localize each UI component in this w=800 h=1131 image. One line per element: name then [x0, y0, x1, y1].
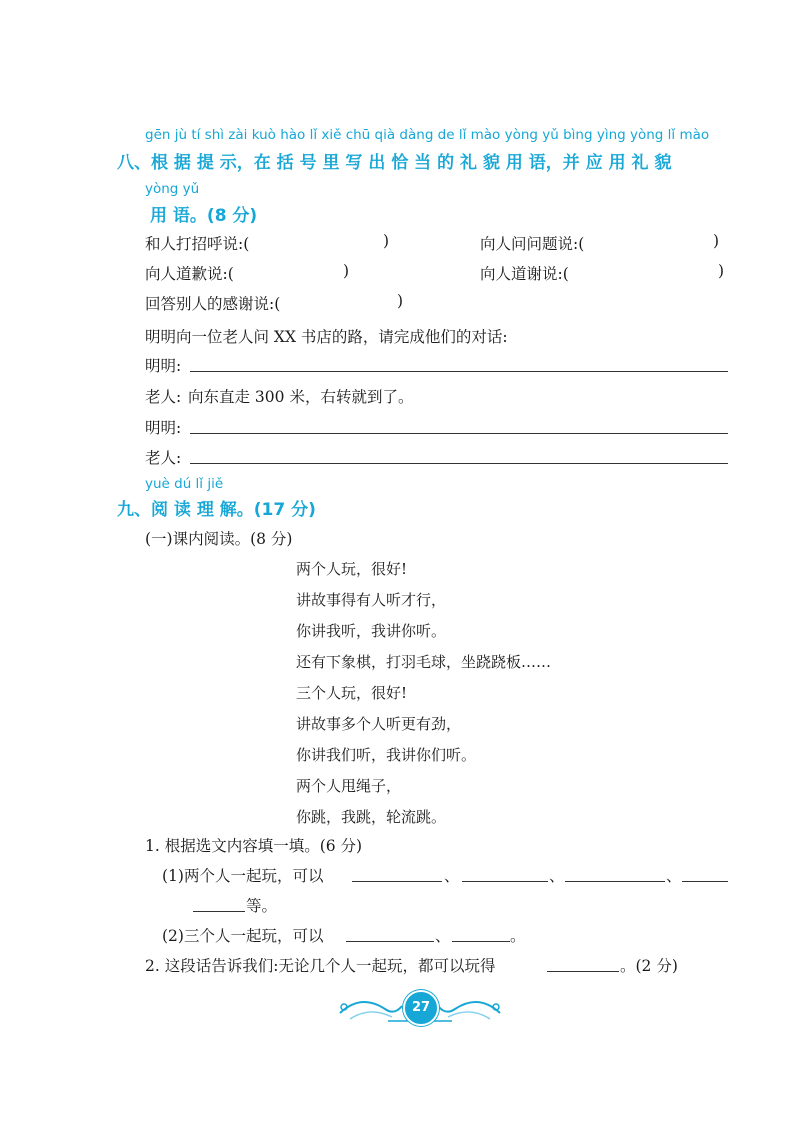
- poem-line: 三个人玩，很好!: [296, 684, 408, 702]
- thanks-label: 向人道谢说:(: [480, 265, 569, 283]
- question-2-end: 。(2 分): [620, 957, 678, 975]
- poem-line: 讲故事得有人听才行，: [296, 591, 447, 609]
- greet-close-paren: ): [383, 232, 390, 250]
- separator: 、: [549, 867, 565, 885]
- answer-blank[interactable]: [682, 881, 728, 882]
- question-1-2-end: 。: [510, 927, 526, 945]
- poem-line: 两个人玩，很好!: [296, 560, 408, 578]
- answer-blank[interactable]: [462, 881, 548, 882]
- answer-blank[interactable]: [565, 881, 665, 882]
- poem-line: 你讲我们听，我讲你们听。: [296, 746, 477, 764]
- dialog-answer-line[interactable]: [190, 371, 728, 372]
- answer-blank[interactable]: [352, 881, 442, 882]
- dialog-intro: 明明向一位老人问 XX 书店的路，请完成他们的对话:: [145, 328, 508, 346]
- greet-label: 和人打招呼说:(: [145, 235, 250, 253]
- dialog-speaker: 明明:: [145, 357, 182, 375]
- dialog-text: 向东直走 300 米，右转就到了。: [188, 388, 414, 406]
- section8-pinyin-line1: gēn jù tí shì zài kuò hào lǐ xiě chū qià dàng de lǐ mào yòng yǔ bìng yìng yòng lǐ mào: [145, 127, 710, 143]
- ask-label: 向人问问题说:(: [480, 235, 585, 253]
- page-number: 27: [403, 990, 439, 1026]
- reply-label: 回答别人的感谢说:(: [145, 295, 281, 313]
- ask-close-paren: ): [713, 232, 720, 250]
- page-number-ornament: [330, 985, 510, 1029]
- section8-pinyin-line2: yòng yǔ: [145, 181, 200, 197]
- answer-blank[interactable]: [452, 941, 510, 942]
- reply-close-paren: ): [397, 292, 404, 310]
- separator: 、: [666, 867, 682, 885]
- dialog-answer-line[interactable]: [190, 433, 728, 434]
- answer-blank[interactable]: [346, 941, 434, 942]
- dialog-speaker: 明明:: [145, 419, 182, 437]
- poem-line: 还有下象棋，打羽毛球，坐跷跷板……: [296, 653, 552, 671]
- separator: 、: [444, 867, 460, 885]
- answer-blank[interactable]: [193, 911, 245, 912]
- question-1: 1. 根据选文内容填一填。(6 分): [145, 837, 363, 855]
- section9-pinyin: yuè dú lǐ jiě: [145, 476, 224, 492]
- section8-heading-line2: 用 语。(8 分): [150, 206, 258, 226]
- poem-line: 你讲我听，我讲你听。: [296, 622, 447, 640]
- question-1-2-prefix: (2)三个人一起玩，可以: [162, 927, 324, 945]
- dialog-answer-line[interactable]: [190, 463, 728, 464]
- question-1-1-prefix: (1)两个人一起玩，可以: [162, 867, 324, 885]
- dialog-speaker: 老人:: [145, 449, 182, 467]
- thanks-close-paren: ): [718, 262, 725, 280]
- poem-line: 两个人甩绳子，: [296, 777, 402, 795]
- section8-heading-line1: 八、根 据 提 示，在 括 号 里 写 出 恰 当 的 礼 貌 用 语，并 应 用 礼 貌: [117, 153, 672, 173]
- answer-blank[interactable]: [547, 971, 619, 972]
- section9-subheading: (一)课内阅读。(8 分): [145, 530, 293, 548]
- apology-close-paren: ): [343, 262, 350, 280]
- apology-label: 向人道歉说:(: [145, 265, 234, 283]
- section9-heading: 九、阅 读 理 解。(17 分): [117, 500, 316, 520]
- question-1-1-end: 等。: [246, 897, 278, 915]
- poem-line: 讲故事多个人听更有劲，: [296, 715, 462, 733]
- poem-line: 你跳，我跳，轮流跳。: [296, 808, 447, 826]
- separator: 、: [435, 927, 451, 945]
- question-2-prefix: 2. 这段话告诉我们:无论几个人一起玩，都可以玩得: [145, 957, 496, 975]
- dialog-speaker: 老人:: [145, 388, 182, 406]
